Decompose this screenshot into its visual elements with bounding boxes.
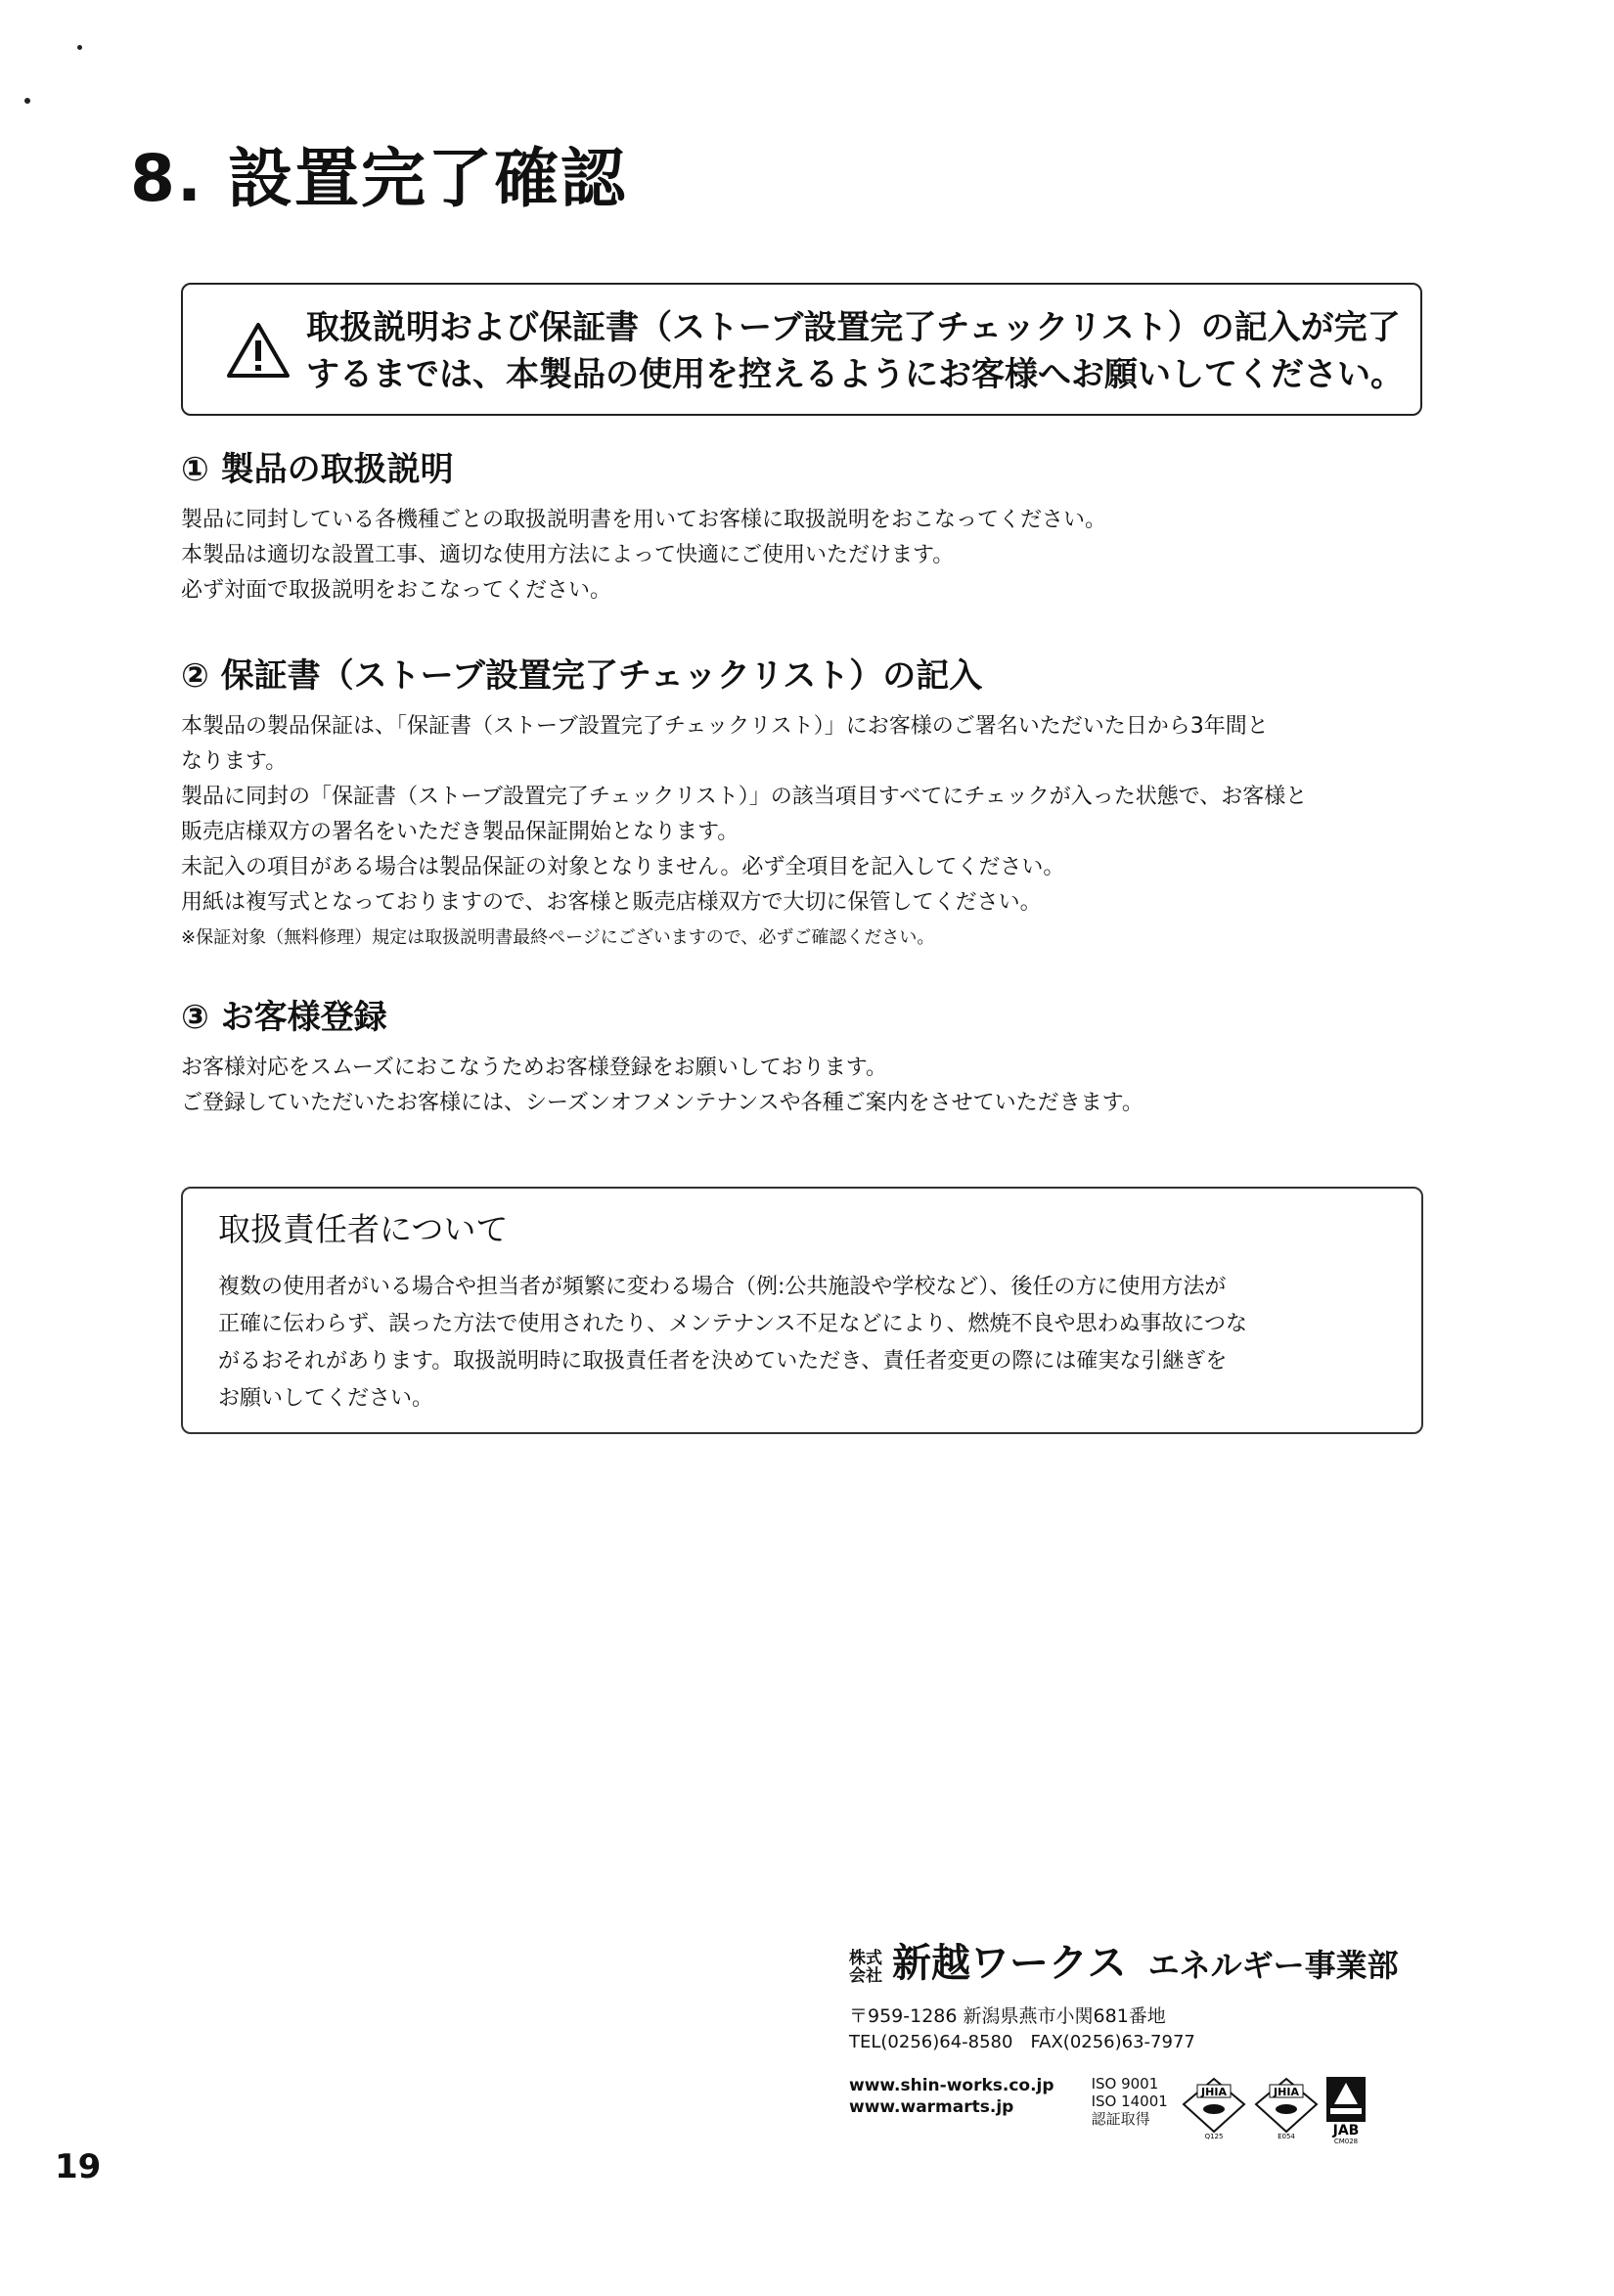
kabushiki-kaisha-mark (849, 1950, 882, 1985)
kabu-top: 株式 (849, 1949, 882, 1968)
cert-label: JAB (1332, 2123, 1360, 2138)
section-line: 必ず対面で取扱説明をおこなってください。 (181, 578, 612, 603)
jhia-environment-badge-icon (1252, 2075, 1321, 2139)
responsibility-line: お願いしてください。 (218, 1386, 434, 1411)
warning-text (306, 304, 1404, 398)
section-registration (181, 994, 1443, 1121)
cert-label: JHIA (1273, 2086, 1299, 2098)
section-heading: ③ お客様登録 (181, 998, 387, 1037)
section-instructions (181, 446, 1443, 608)
section-line: 未記入の項目がある場合は製品保証の対象となりません。必ず全項目を記入してください。 (181, 855, 1065, 879)
company-info (849, 1942, 1436, 2145)
responsibility-line: 複数の使用者がいる場合や担当者が頻繁に変わる場合（例:公共施設や学校など）、後任の方に使用方法が (218, 1275, 1227, 1299)
jab-accreditation-icon (1324, 2075, 1367, 2145)
section-line: 本製品の製品保証は、「保証書（ストーブ設置完了チェックリスト）」にお客様のご署名いただいた日から3年間と (181, 714, 1269, 739)
company-url[interactable]: www.warmarts.jp (849, 2097, 1014, 2117)
section-line: お客様対応をスムーズにおこなうためお客様登録をお願いしております。 (181, 1056, 888, 1080)
iso-line: 認証取得 (1091, 2110, 1150, 2128)
cert-code: CM028 (1333, 2138, 1358, 2145)
responsibility-line: がるおそれがあります。取扱説明時に取扱責任者を決めていただき、責任者変更の際には確実な引継ぎを (218, 1349, 1228, 1373)
company-name-row (849, 1942, 1436, 1985)
company-department: エネルギー事業部 (1147, 1947, 1399, 1984)
responsibility-body (218, 1269, 1247, 1418)
warning-line-2: するまでは、本製品の使用を控えるようにお客様へお願いしてください。 (306, 355, 1404, 394)
company-url[interactable]: www.shin-works.co.jp (849, 2076, 1054, 2095)
page-number: 19 (55, 2147, 102, 2186)
company-address: 〒959-1286 新潟県燕市小関681番地 (849, 2005, 1166, 2027)
scan-speck (77, 45, 82, 50)
section-heading: ① 製品の取扱説明 (181, 450, 454, 489)
jhia-quality-badge-icon (1180, 2075, 1248, 2139)
company-tel-fax: TEL(0256)64-8580 FAX(0256)63-7977 (849, 2032, 1195, 2052)
company-name: 新越ワークス (892, 1941, 1127, 1986)
iso-certifications (1092, 2075, 1168, 2128)
cert-label: JHIA (1200, 2086, 1227, 2098)
section-heading: ② 保証書（ストーブ設置完了チェックリスト）の記入 (181, 656, 983, 696)
iso-line: ISO 9001 (1091, 2075, 1159, 2093)
warning-icon (226, 322, 291, 379)
scan-speck (24, 98, 30, 104)
section-line: ご登録していただいたお客様には、シーズンオフメンテナンスや各種ご案内をさせていただきます。 (181, 1091, 1143, 1115)
responsibility-box (181, 1187, 1423, 1434)
cert-code: E054 (1277, 2133, 1295, 2139)
section-warranty (181, 653, 1443, 956)
section-line: 製品に同封している各機種ごとの取扱説明書を用いてお客様に取扱説明をおこなってください。 (181, 508, 1107, 532)
cert-code: Q125 (1204, 2133, 1224, 2139)
section-line: 本製品は適切な設置工事、適切な使用方法によって快適にご使用いただけます。 (181, 543, 955, 567)
warning-line-1: 取扱説明および保証書（ストーブ設置完了チェックリスト）の記入が完了 (306, 308, 1401, 347)
responsibility-heading: 取扱責任者について (218, 1210, 509, 1248)
responsibility-line: 正確に伝わらず、誤った方法で使用されたり、メンテナンス不足などにより、燃焼不良や思わぬ事故につな (218, 1312, 1248, 1336)
section-line: 用紙は複写式となっておりますので、お客様と販売店様双方で大切に保管してください。 (181, 890, 1042, 915)
page-title: 8. 設置完了確認 (130, 141, 627, 216)
section-line: 販売店様双方の署名をいただき製品保証開始となります。 (181, 820, 740, 844)
section-line: 製品に同封の「保証書（ストーブ設置完了チェックリスト）」の該当項目すべてにチェックが入った状態で、お客様と (181, 785, 1308, 809)
company-bottom-row (849, 2075, 1436, 2145)
warning-box (181, 283, 1422, 416)
section-note: ※保証対象（無料修理）規定は取扱説明書最終ページにございますので、必ずご確認ください。 (181, 927, 935, 948)
iso-line: ISO 14001 (1091, 2093, 1168, 2110)
section-line: なります。 (181, 749, 288, 774)
kabu-bottom: 会社 (849, 1966, 882, 1986)
company-urls (849, 2075, 1054, 2118)
